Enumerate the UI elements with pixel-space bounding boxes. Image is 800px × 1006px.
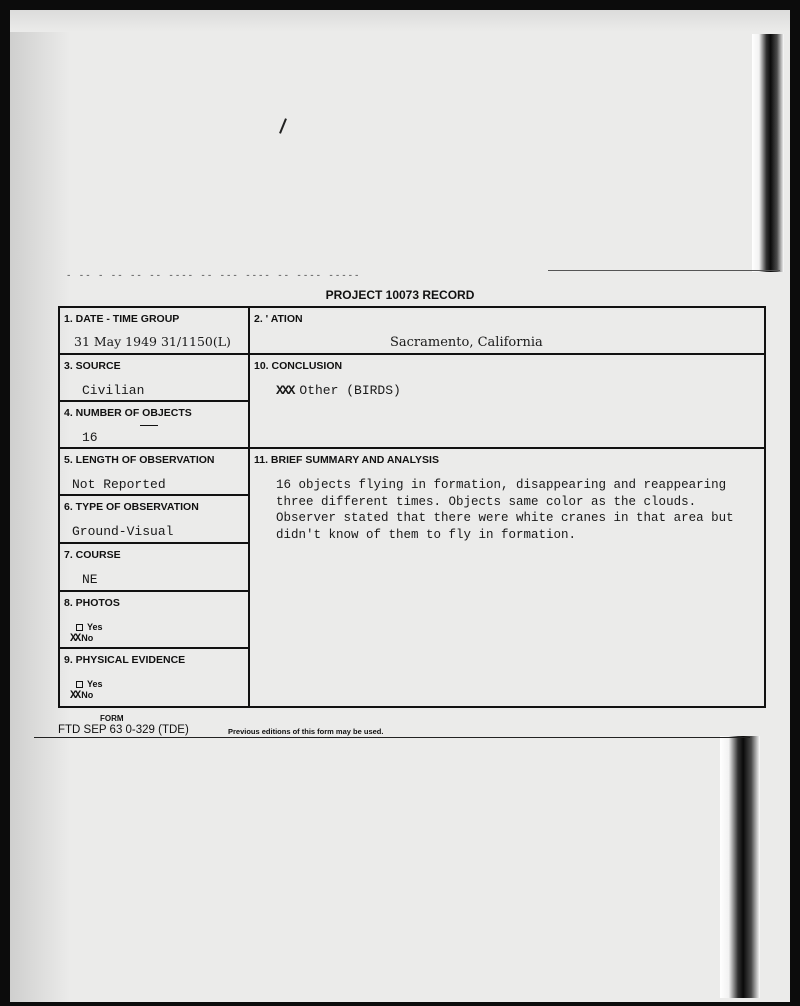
photos-no-text: No <box>81 633 94 643</box>
length-of-observation-value: Not Reported <box>72 477 166 492</box>
paper-top-shadow <box>10 10 790 32</box>
scan-artifact-stripe-top <box>752 34 784 272</box>
summary-line: Observer stated that there were white cranes in that area but <box>276 511 734 525</box>
form-title: PROJECT 10073 RECORD <box>325 288 475 302</box>
photos-no-option <box>70 633 93 645</box>
cell-length-of-observation <box>60 449 248 496</box>
cell-type-of-observation <box>60 496 248 544</box>
scan-artifact-stripe-bottom <box>720 736 760 998</box>
cell-course <box>60 544 248 592</box>
footer-rule <box>34 737 750 738</box>
type-of-observation-label: 6. TYPE OF OBSERVATION <box>64 501 199 513</box>
physical-evidence-yes-text: Yes <box>87 679 103 689</box>
location-label: 2. ' ATION <box>254 313 303 325</box>
footer-form-code: FTD SEP 63 0-329 (TDE) <box>58 724 189 736</box>
summary-line: 16 objects flying in formation, disappearing and reappearing <box>276 478 727 492</box>
date-time-group-value: 31 May 1949 31/1150(L) <box>74 334 231 349</box>
source-label: 3. SOURCE <box>64 360 121 372</box>
type-of-observation-value: Ground-Visual <box>72 524 174 539</box>
physical-evidence-yes-checkbox <box>76 681 83 688</box>
source-value: Civilian <box>82 383 145 398</box>
course-label: 7. COURSE <box>64 549 121 561</box>
footer-note: Previous editions of this form may be used. <box>228 727 384 736</box>
summary-line: three different times. Objects same color as the clouds. <box>276 494 697 509</box>
conclusion-mark: XXX <box>276 383 294 398</box>
conclusion-value <box>276 383 401 398</box>
physical-evidence-no-text: No <box>81 690 94 700</box>
conclusion-text: Other (BIRDS) <box>299 383 401 398</box>
cell-physical-evidence <box>60 649 248 708</box>
cell-photos <box>60 592 248 649</box>
brief-summary-label: 11. BRIEF SUMMARY AND ANALYSIS <box>254 454 439 466</box>
physical-evidence-no-mark: XX <box>70 690 80 702</box>
conclusion-label: 10. CONCLUSION <box>254 360 343 372</box>
brief-summary-text <box>276 477 761 543</box>
dashed-line: - -- - -- -- -- ---- -- --- ---- -- ---- ----- <box>66 271 361 281</box>
photos-yes-checkbox <box>76 624 83 631</box>
left-column <box>60 308 250 706</box>
date-time-group-label: 1. DATE - TIME GROUP <box>64 313 180 325</box>
right-column <box>250 308 764 706</box>
stray-dash <box>140 425 158 426</box>
record-form <box>58 306 766 708</box>
number-of-objects-value: 16 <box>82 430 98 445</box>
cell-conclusion <box>250 355 764 449</box>
location-value: Sacramento, California <box>390 335 543 350</box>
course-value: NE <box>82 572 98 587</box>
cell-source <box>60 355 248 402</box>
photos-label: 8. PHOTOS <box>64 597 120 609</box>
physical-evidence-yes-option <box>76 679 103 689</box>
physical-evidence-no-option <box>70 690 93 702</box>
top-rule <box>548 270 780 271</box>
footer-form-label: FORM <box>100 714 124 723</box>
cell-location <box>250 308 764 355</box>
photos-yes-option <box>76 622 103 632</box>
summary-line: didn't know of them to fly in formation. <box>276 527 577 542</box>
number-of-objects-label: 4. NUMBER OF OBJECTS <box>64 407 192 419</box>
cell-date-time-group <box>60 308 248 355</box>
photos-no-mark: XX <box>70 633 80 645</box>
cell-brief-summary <box>250 449 764 708</box>
physical-evidence-label: 9. PHYSICAL EVIDENCE <box>64 654 186 666</box>
length-of-observation-label: 5. LENGTH OF OBSERVATION <box>64 454 215 466</box>
photos-yes-text: Yes <box>87 622 103 632</box>
